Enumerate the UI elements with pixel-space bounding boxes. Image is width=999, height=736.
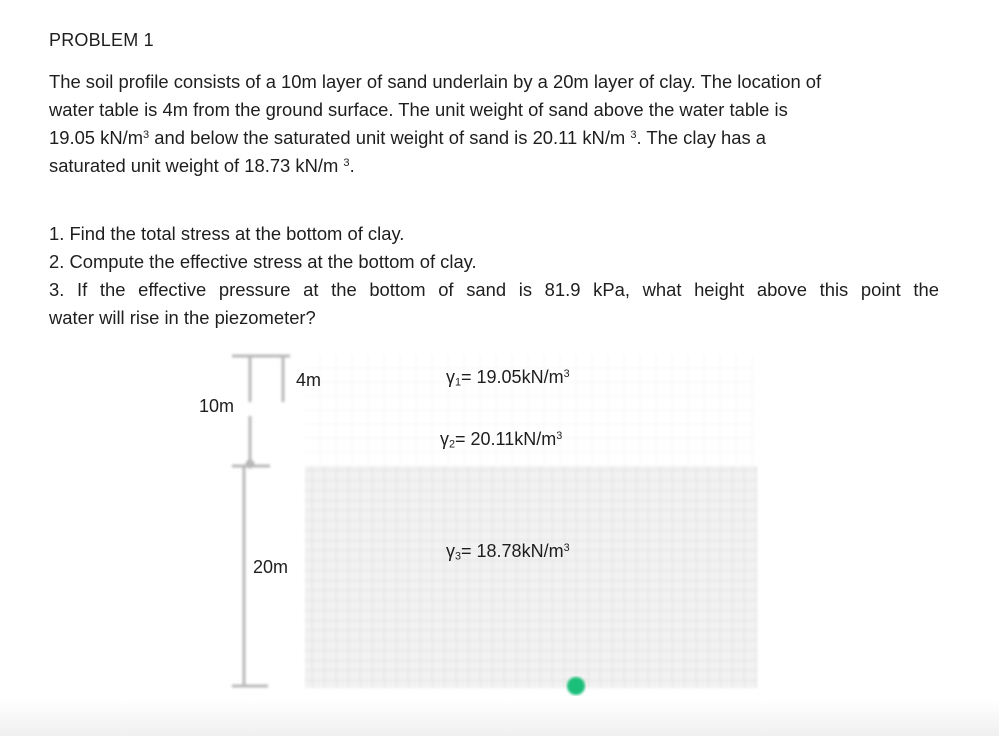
gamma-3-label: $\gamma_3= 18.78kN/m^3$ (446, 541, 570, 563)
dimension-4m-label: 4m (296, 370, 322, 390)
question-list (49, 220, 939, 332)
bottom-shadow (0, 700, 999, 736)
clay-layer (305, 466, 757, 688)
dimension-20m-label: 20m (253, 557, 289, 577)
piezometer-point-marker (567, 677, 585, 695)
question-3-line-2: water will rise in the piezometer? (49, 307, 316, 328)
statement-line-1: The soil profile consists of a 10m layer of sand underlain by a 20m layer of clay. The location of (49, 71, 822, 92)
question-1: 1. Find the total stress at the bottom of clay. (49, 223, 405, 244)
question-2: 2. Compute the effective stress at the bottom of clay. (49, 251, 477, 272)
statement-line-4: saturated unit weight of 18.73 kN/m $^3$. (49, 155, 355, 176)
dimension-10m-label: 10m (199, 396, 235, 416)
question-3-line-1: 3. If the effective pressure at the bottom of sand is 81.9 kPa, what height above this point the (49, 279, 939, 300)
soil-profile-drawing (0, 340, 999, 736)
soil-profile-figure (0, 340, 999, 736)
statement-line-3: 19.05 $kN/m^3$ and below the saturated unit weight of sand is 20.11 kN/m $^3$. The clay has a (49, 127, 766, 148)
gamma-2-label: $\gamma_2= 20.11kN/m^3$ (440, 429, 563, 451)
problem-heading: PROBLEM 1 (49, 30, 154, 50)
gamma-1-label: $\gamma_1= 19.05kN/m^3$ (446, 367, 570, 389)
problem-statement (49, 68, 947, 180)
statement-line-2: water table is 4m from the ground surface. The unit weight of sand above the water table is (49, 99, 788, 120)
